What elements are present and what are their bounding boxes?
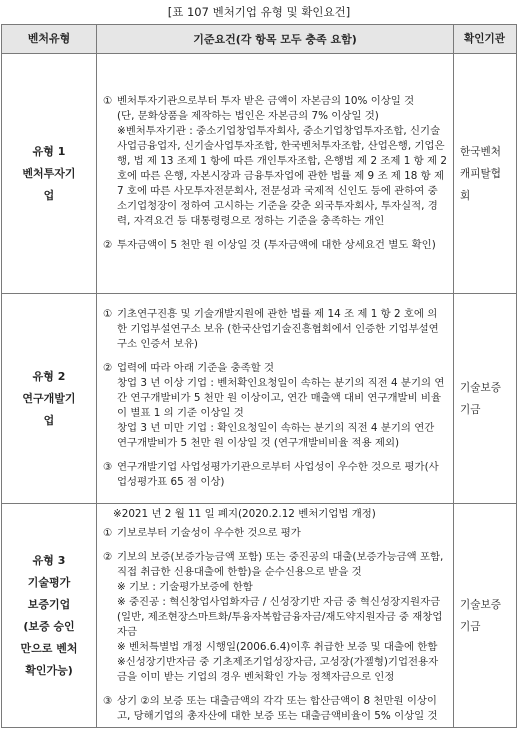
agency-cell: 기술보증 기금 <box>454 504 517 728</box>
table-row <box>2 294 517 504</box>
agency-cell: 기술보증 기금 <box>454 294 517 504</box>
criteria-item: ① 벤처투자기관으로부터 투자 받은 금액이 자본금의 10% 이상일 것 (단, 문화상품을 제작하는 법인은 자본금의 7% 이상일 것) ※벤처투자기관 : 중소기업창업투자회사, 중소기업창업투자조합, 신기술사업금융업자, 신기술사업투자조합, 한국벤처투자조합, 산업은행, 기업은행, 법 제 13 조제 1 항에 따른 개인투자조합, 은행법 제 2 조제 1 항 제 2 호에 따른 은행, 자본시장과 금융투자업에 관한 법률 제 9 조 제 18 항 제 7 호에 따른 사모투자전문회사, 전문성과 국제적 신인도 등에 관하여 중소기업청장이 정하여 고시하는 기준을 갖춘 외국투자회사, 투자실적, 경력, 자격요건 등 대통령령으로 정하는 기준을 충족하는 개인 <box>103 95 447 227</box>
type-cell: 유형 2 연구개발기 업 <box>2 294 97 504</box>
criteria-cell <box>97 294 454 504</box>
table-header-row <box>2 25 517 54</box>
criteria-item: ③ 상기 ②의 보증 또는 대출금액의 각각 또는 합산금액이 8 천만원 이상이고, 당해기업의 총자산에 대한 보증 또는 대출금액비율이 5% 이상일 것 <box>103 695 438 722</box>
abolished-note: ※2021 년 2 월 11 일 폐지(2020.2.12 벤처기업법 개정) <box>113 508 376 520</box>
header-agency: 확인기관 <box>454 25 517 54</box>
criteria-cell <box>97 54 454 294</box>
table-row <box>2 54 517 294</box>
criteria-item: ② 업력에 따라 아래 기준을 충족할 것 창업 3 년 이상 기업 : 벤처확인요청일이 속하는 분기의 직전 4 분기의 연간 연구개발비가 5 천만 원 이상이고, 연간 매출액 대비 연구개발비 비율이 별표 1 의 기준 이상일 것 창업 3 년 미만 기업 : 확인요청일이 속하는 분기의 직전 4 분기의 연간 연구개발비가 5 천만 원 이상일 것 (연구개발비비율 적용 제외) <box>103 362 445 449</box>
type-cell: 유형 1 벤처투자기 업 <box>2 54 97 294</box>
criteria-item: ① 기보로부터 기술성이 우수한 것으로 평가 <box>103 527 301 539</box>
criteria-item: ② 투자금액이 5 천만 원 이상일 것 (투자금액에 대한 상세요건 별도 확인) <box>103 239 436 251</box>
venture-type-table <box>1 24 517 728</box>
agency-cell: 한국벤처 캐피탈협 회 <box>454 54 517 294</box>
criteria-cell <box>97 504 454 728</box>
criteria-item: ③ 연구개발기업 사업성평가기관으로부터 사업성이 우수한 것으로 평가(사업성평가표 65 점 이상) <box>103 461 439 488</box>
table-caption: [표 107 벤처기업 유형 및 확인요건] <box>167 5 351 19</box>
header-criteria: 기준요건(각 항목 모두 충족 요함) <box>97 25 454 54</box>
criteria-item: ① 기초연구진흥 및 기술개발지원에 관한 법률 제 14 조 제 1 항 2 호에 의한 기업부설연구소 보유 (한국산업기술진흥협회에서 인증한 기업부설연구소 인증서 보유) <box>103 308 439 350</box>
table-row <box>2 504 517 728</box>
criteria-item: ② 기보의 보증(보증가능금액 포함) 또는 중진공의 대출(보증가능금액 포함, 직접 취급한 신용대출에 한함)을 순수신용으로 받을 것 ※ 기보 : 기술평가보증에 한함 ※ 중진공 : 혁신창업사업화자금 / 신성장기반 자금 중 혁신성장지원자금(일반, 제조현장스마트화/투융자복합금융자금/재도약지원자금 중 재창업자금 ※ 벤처특별법 개정 시행일(2006.6.4)이후 취급한 보증 및 대출에 한함 ※신성장기반자금 중 기초제조기업성장자금, 고성장(가젤형)기업전용자금을 이미 받는 기업의 경우 벤처확인 가능 정책자금으로 인정 <box>103 551 444 683</box>
header-type: 벤처유형 <box>2 25 97 54</box>
type-cell: 유형 3 기술평가 보증기업 (보증 승인 만으로 벤처 확인가능) <box>2 504 97 728</box>
